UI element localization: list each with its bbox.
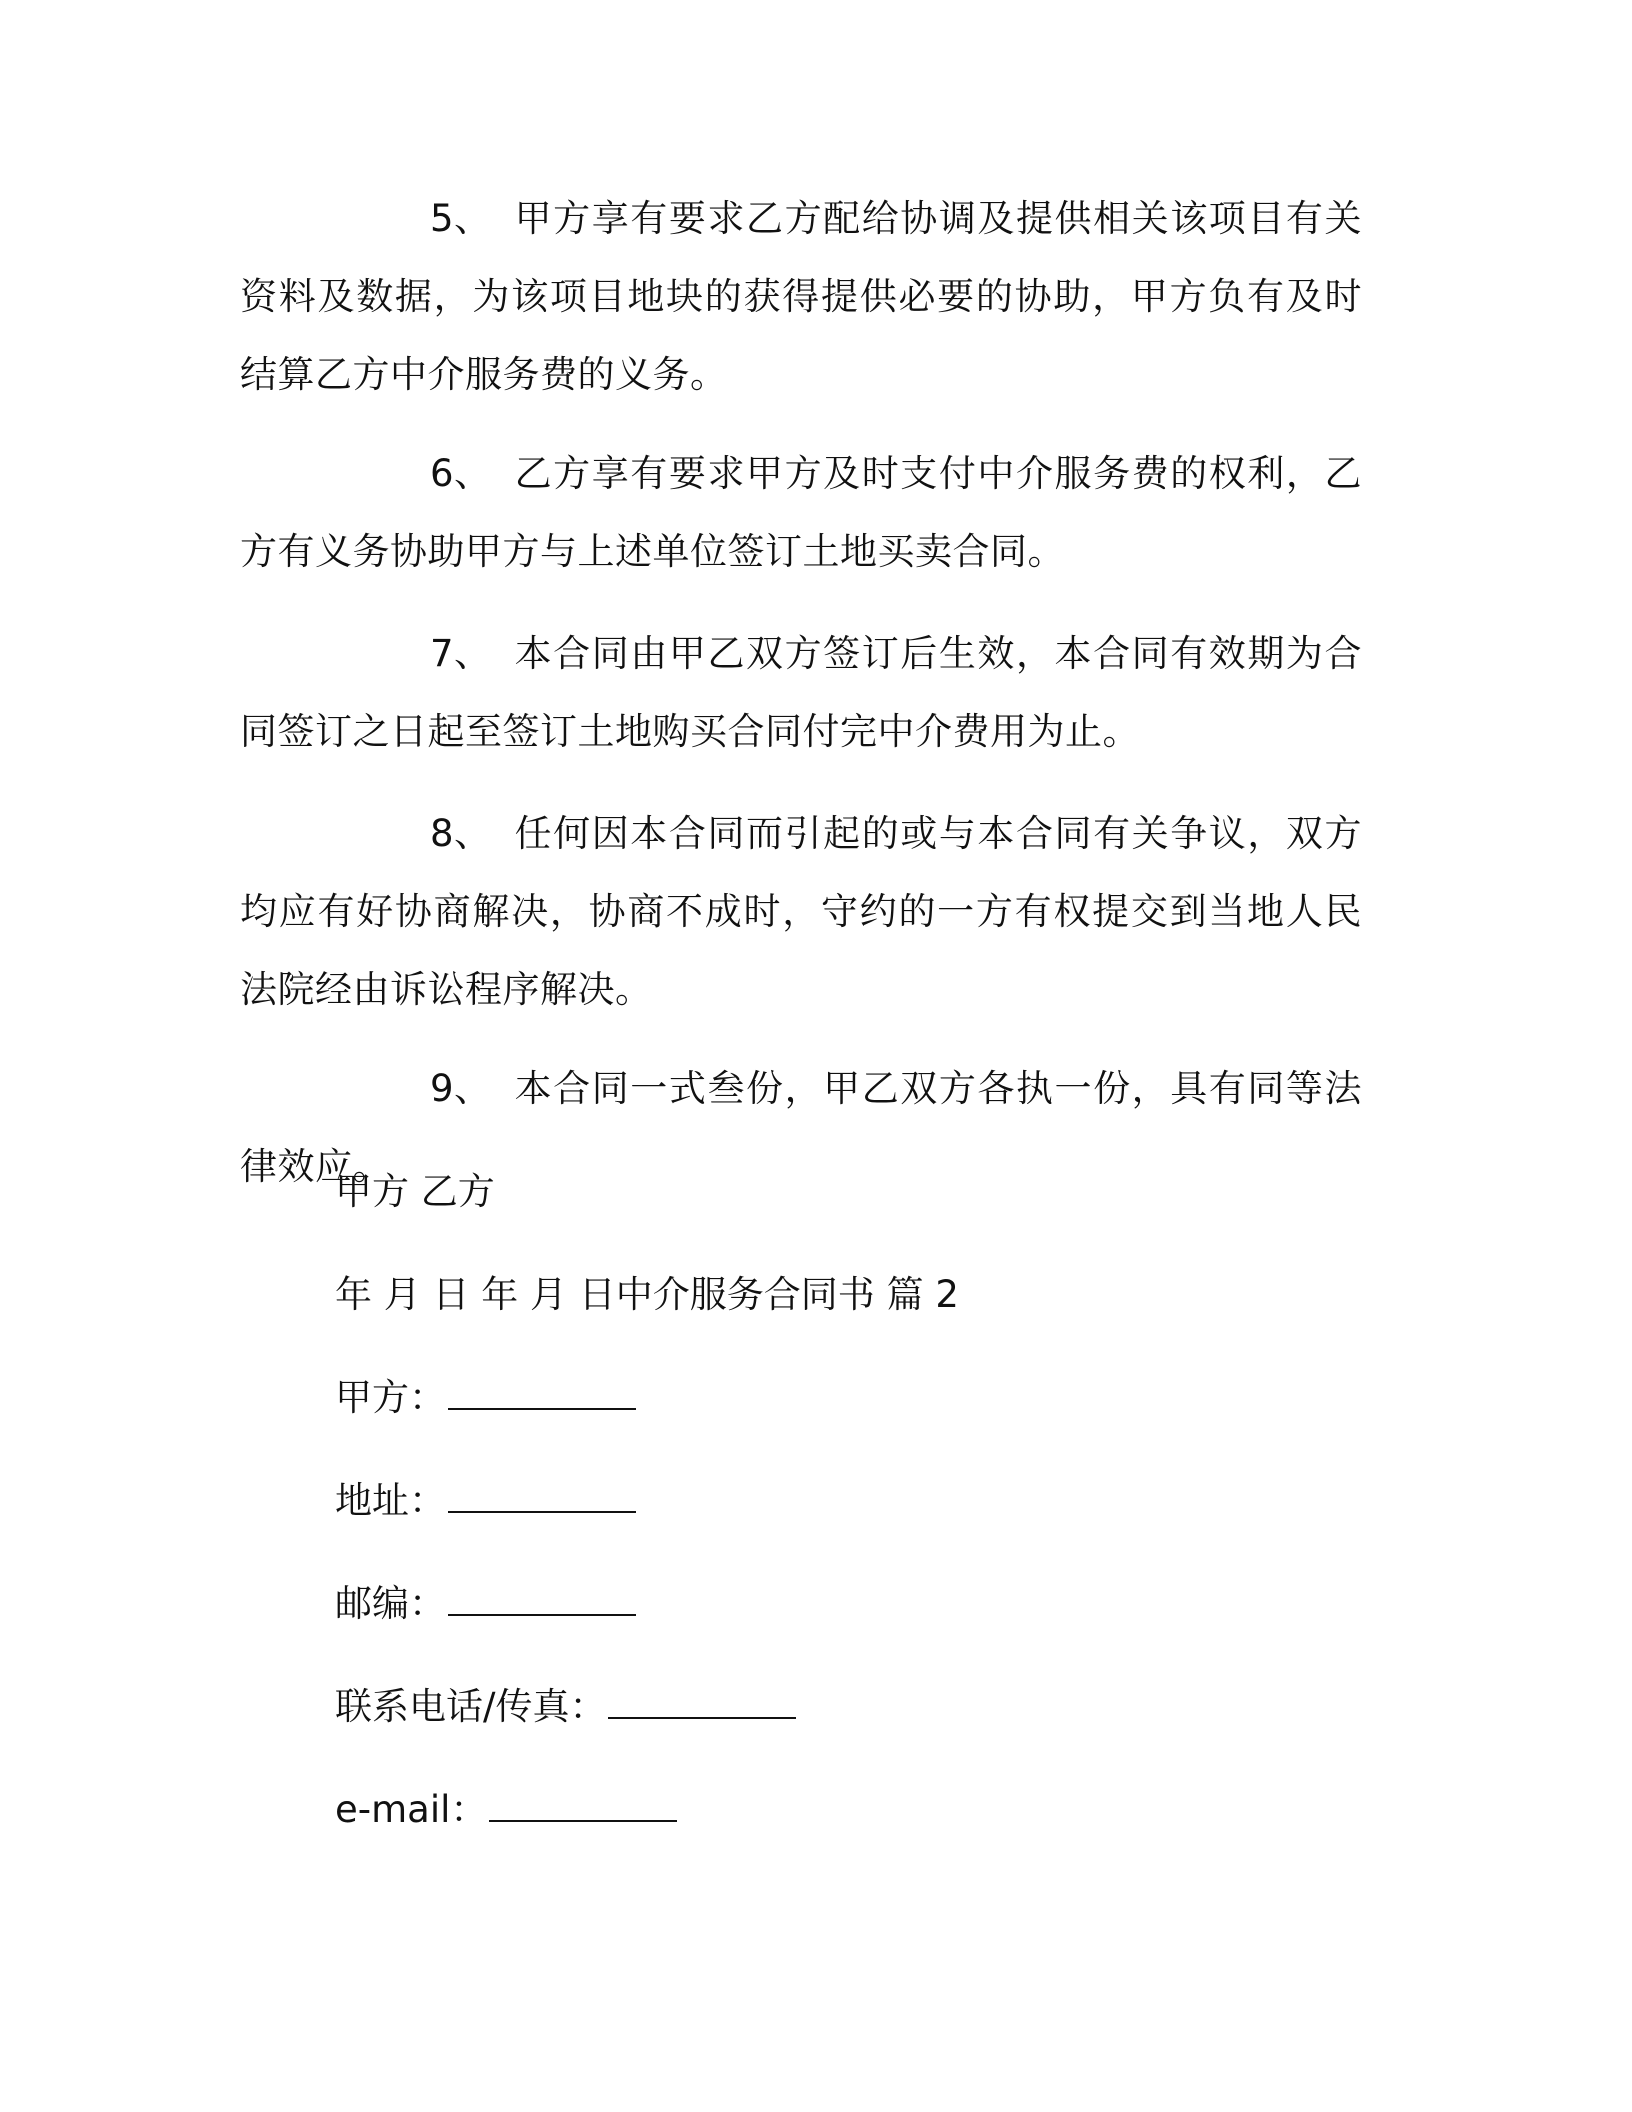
clause-number: 8、 [430, 812, 492, 855]
clause-7 [240, 615, 1362, 771]
party-a-field [335, 1359, 1335, 1437]
field-label: 邮编： [335, 1582, 446, 1625]
postcode-field [335, 1565, 1335, 1643]
clause-text: 乙方享有要求甲方及时支付中介服务费的权利，乙方有义务协助甲方与上述单位签订土地买卖合同。 [240, 452, 1362, 573]
clause-number: 6、 [430, 452, 492, 495]
date-and-title-line: 年 月 日 年 月 日中介服务合同书 篇 2 [335, 1273, 959, 1316]
clause-5 [240, 180, 1362, 414]
address-field [335, 1462, 1335, 1540]
blank-line [489, 1792, 677, 1822]
clause-text: 甲方享有要求乙方配给协调及提供相关该项目有关资料及数据，为该项目地块的获得提供必要的协助，甲方负有及时结算乙方中介服务费的义务。 [240, 197, 1362, 396]
email-field [335, 1771, 1335, 1849]
field-label: e-mail： [335, 1788, 488, 1831]
clause-number: 5、 [430, 197, 492, 240]
field-label: 地址： [335, 1479, 446, 1522]
signature-line: 甲方 乙方 [335, 1170, 495, 1213]
field-label: 联系电话/传真： [335, 1685, 607, 1728]
blank-line [608, 1689, 796, 1719]
blank-line [448, 1586, 636, 1616]
phone-fax-field [335, 1668, 1335, 1746]
clause-text: 本合同一式叁份，甲乙双方各执一份，具有同等法律效应。 [240, 1067, 1362, 1188]
clause-number: 9、 [430, 1067, 492, 1110]
clause-8 [240, 795, 1362, 1029]
clause-text: 本合同由甲乙双方签订后生效，本合同有效期为合同签订之日起至签订土地购买合同付完中介费用为止。 [240, 632, 1362, 753]
clause-number: 7、 [430, 632, 492, 675]
field-label: 甲方： [335, 1376, 446, 1419]
clause-text: 任何因本合同而引起的或与本合同有关争议，双方均应有好协商解决，协商不成时，守约的一方有权提交到当地人民法院经由诉讼程序解决。 [240, 812, 1362, 1011]
clause-6 [240, 435, 1362, 591]
blank-line [448, 1380, 636, 1410]
blank-line [448, 1483, 636, 1513]
